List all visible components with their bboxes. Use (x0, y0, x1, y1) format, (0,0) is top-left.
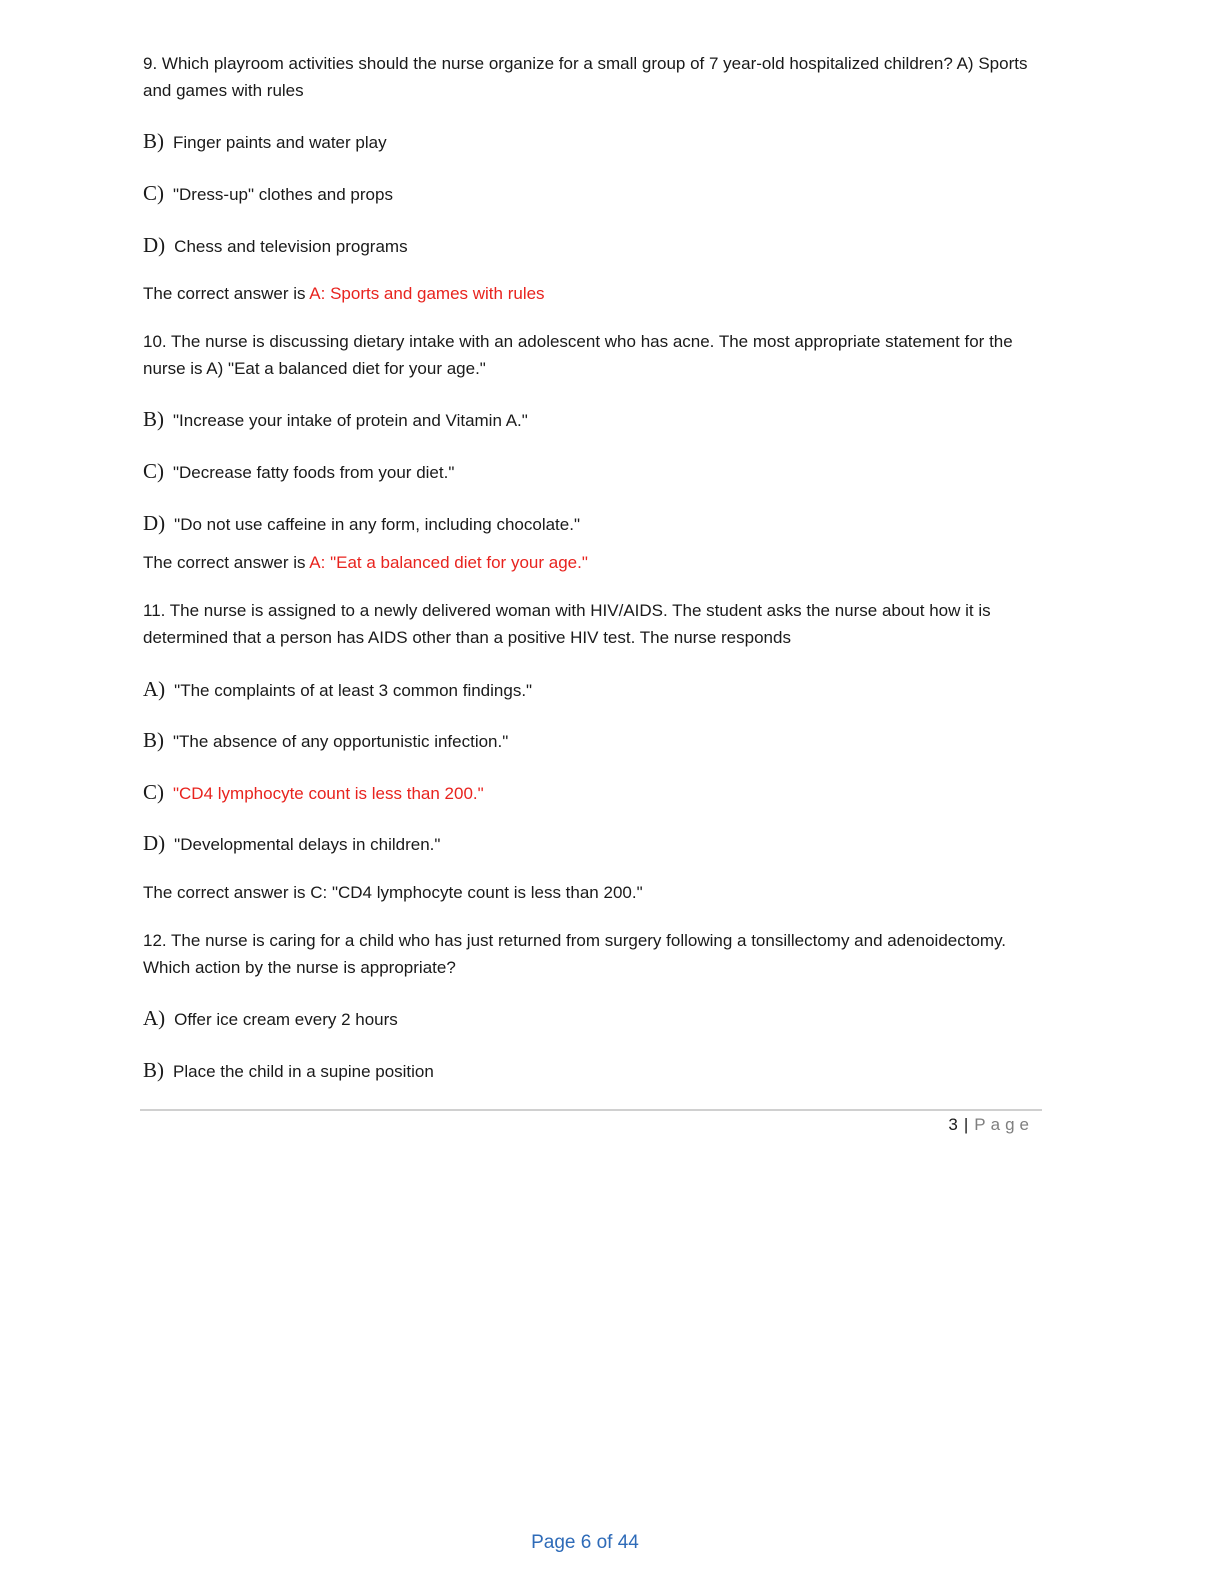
option-text: Offer ice cream every 2 hours (174, 1010, 398, 1029)
page-number-value: 3 (948, 1115, 958, 1134)
option-text: "The complaints of at least 3 common findings." (174, 681, 533, 700)
option-letter: B) (143, 728, 164, 752)
question-11-option-a (143, 676, 1043, 704)
answer-value: A: "Eat a balanced diet for your age." (309, 553, 588, 572)
question-10-answer (143, 550, 1043, 576)
answer-value: A: Sports and games with rules (309, 284, 545, 303)
option-letter: B) (143, 129, 164, 153)
option-letter: A) (143, 1006, 166, 1030)
question-9-answer (143, 281, 1043, 307)
page-number-word: Page (974, 1115, 1034, 1134)
question-9-option-b (143, 128, 1043, 156)
answer-prefix: The correct answer is (143, 284, 310, 303)
question-11-option-b (143, 727, 1043, 755)
option-text: Finger paints and water play (173, 133, 387, 152)
option-letter: D) (143, 831, 166, 855)
question-11-option-d (143, 830, 1043, 858)
option-text: Chess and television programs (174, 237, 408, 256)
option-letter: D) (143, 233, 166, 257)
answer-prefix: The correct answer is (143, 553, 310, 572)
option-text: "Do not use caffeine in any form, including chocolate." (174, 515, 580, 534)
question-10-option-b (143, 406, 1043, 434)
footer-divider (140, 1109, 1042, 1111)
question-11-option-c (143, 779, 1043, 807)
option-text: "The absence of any opportunistic infection." (173, 732, 509, 751)
page-number-separator: | (963, 1115, 969, 1134)
option-letter: C) (143, 181, 164, 205)
question-12-stem: 12. The nurse is caring for a child who has just returned from surgery following a tonsillectomy and adenoidectomy. Which action by the nurse is appropriate? (143, 931, 1007, 977)
option-text: "Decrease fatty foods from your diet." (173, 463, 455, 482)
option-letter: B) (143, 1058, 164, 1082)
option-text: "Increase your intake of protein and Vitamin A." (173, 411, 528, 430)
question-9-option-d (143, 232, 1043, 260)
option-letter: C) (143, 780, 164, 804)
question-10-stem: 10. The nurse is discussing dietary intake with an adolescent who has acne. The most appropriate statement for the nurse is A) "Eat a balanced diet for your age." (143, 332, 1013, 378)
option-letter: C) (143, 459, 164, 483)
question-9-stem: 9. Which playroom activities should the nurse organize for a small group of 7 year-old hospitalized children? A) Sports and games with rules (143, 54, 1028, 100)
option-text: "Developmental delays in children." (174, 835, 441, 854)
question-10-option-d (143, 510, 1043, 538)
question-11-stem: 11. The nurse is assigned to a newly delivered woman with HIV/AIDS. The student asks the nurse about how it is determined that a person has AIDS other than a positive HIV test. The nurse responds (143, 601, 991, 647)
option-letter: B) (143, 407, 164, 431)
question-12-option-a (143, 1005, 1043, 1033)
page-count-footer: Page 6 of 44 (531, 1532, 639, 1553)
option-text-correct: "CD4 lymphocyte count is less than 200." (173, 784, 484, 803)
option-letter: D) (143, 511, 166, 535)
option-text: "Dress-up" clothes and props (173, 185, 393, 204)
question-10-option-c (143, 458, 1043, 486)
page-number (948, 1113, 1034, 1137)
question-11-answer: The correct answer is C: "CD4 lymphocyte count is less than 200." (143, 883, 643, 902)
question-12-option-b (143, 1057, 1043, 1085)
option-letter: A) (143, 677, 166, 701)
option-text: Place the child in a supine position (173, 1062, 434, 1081)
question-9-option-c (143, 180, 1043, 208)
